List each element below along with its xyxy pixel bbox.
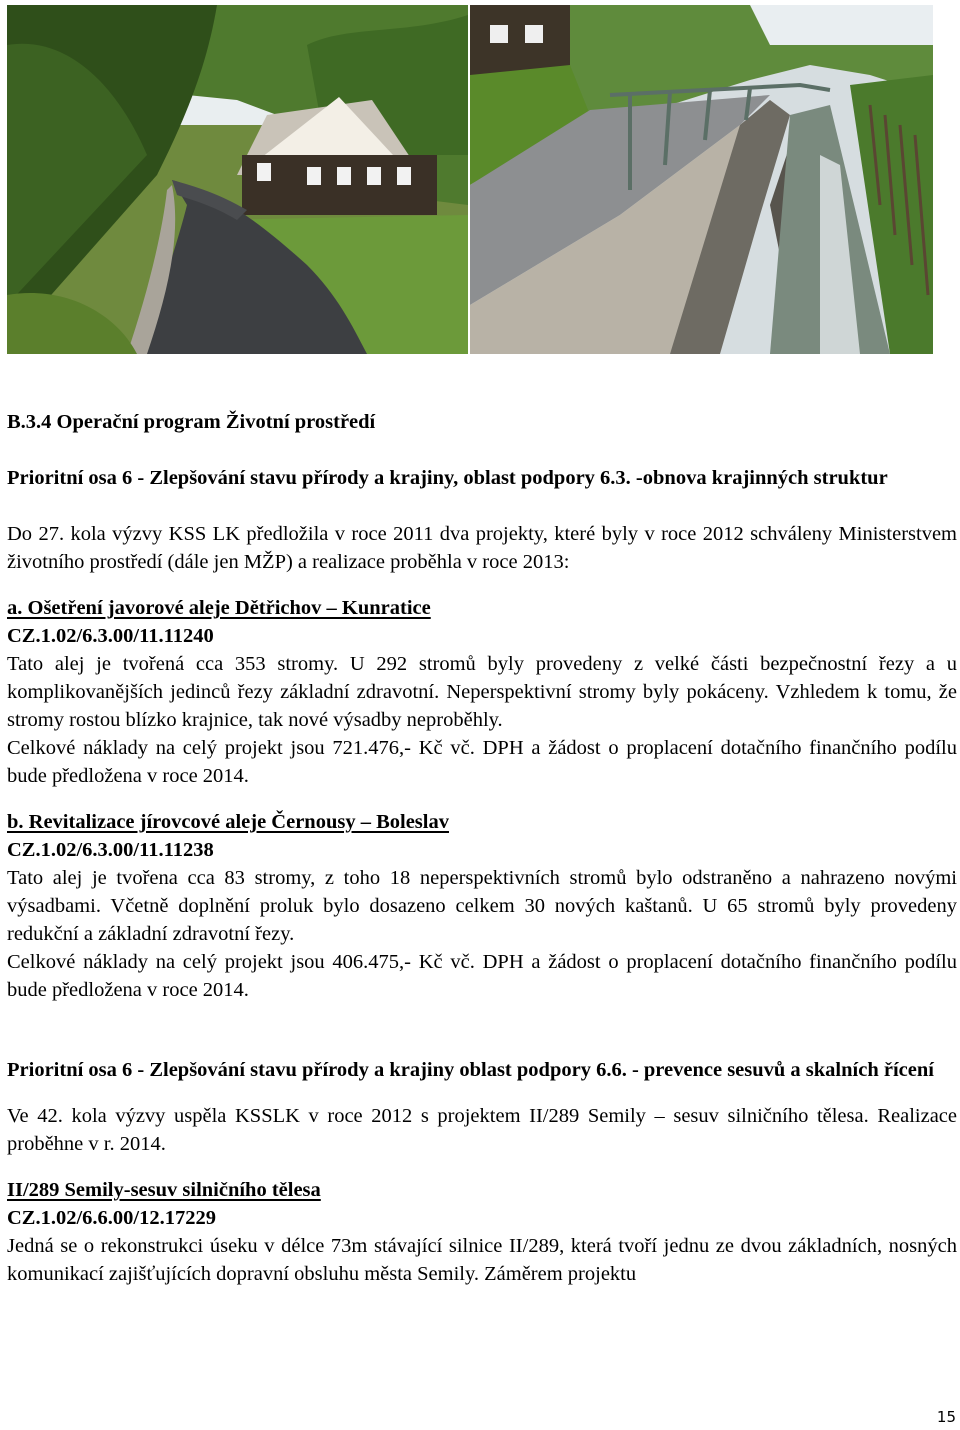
project-c-description: Jedná se o rekonstrukci úseku v délce 73m stávající silnice II/289, která tvoří jednu ze dvou základních, nosných komunikací zajišťujících dopravní obsluhu města Semily. Záměrem projektu	[7, 1235, 957, 1285]
intro-paragraph: Do 27. kola výzvy KSS LK předložila v roce 2011 dva projekty, které byly v roce 2012 schváleny Ministerstvem životního prostředí (dále jen MŽP) a realizace proběhla v roce 2013:	[7, 523, 957, 573]
photo-road-house-illustration	[7, 5, 468, 354]
photo-street-railing-illustration	[470, 5, 933, 354]
project-a-costs: Celkové náklady na celý projekt jsou 721.476,- Kč vč. DPH a žádost o proplacení dotačního finančního podílu bude předložena v roce 2014.	[7, 737, 957, 787]
project-a-description: Tato alej je tvořená cca 353 stromy. U 292 stromů byly provedeny z velké části bezpečnostní řezy a u komplikovanějších jedinců řezy základní zdravotní. Neperspektivní stromy byly pokáceny. Vzhledem k tomu, že stromy rostou blízko krajnice, tak nové výsadby neproběhly.	[7, 653, 957, 731]
section-heading: B.3.4 Operační program Životní prostředí	[7, 411, 376, 433]
project-c-code: CZ.1.02/6.6.00/12.17229	[7, 1207, 216, 1229]
priority-axis-2-title: Prioritní osa 6 - Zlepšování stavu přírody a krajiny oblast podpory 6.6. - prevence sesuvů a skalních řícení	[7, 1059, 934, 1081]
page-number: 15	[936, 1408, 956, 1426]
project-a-title: a. Ošetření javorové aleje Dětřichov – Kunratice	[7, 597, 431, 619]
project-b-title: b. Revitalizace jírovcové aleje Černousy – Boleslav	[7, 811, 449, 833]
project-b-code: CZ.1.02/6.3.00/11.11238	[7, 839, 214, 861]
photo-street-railing	[470, 5, 933, 354]
project-a-code: CZ.1.02/6.3.00/11.11240	[7, 625, 214, 647]
priority-axis-1-title: Prioritní osa 6 - Zlepšování stavu přírody a krajiny, oblast podpory 6.3. -obnova krajinných struktur	[7, 467, 888, 489]
document-body	[7, 408, 957, 1288]
photo-road-house	[7, 5, 468, 354]
project-b-description: Tato alej je tvořena cca 83 stromy, z toho 18 neperspektivních stromů bylo odstraněno a nahrazeno novými výsadbami. Včetně doplnění proluk bylo dosazeno celkem 30 nových kaštanů. U 65 stromů byly provedeny redukční a základní zdravotní řezy.	[7, 867, 957, 945]
project-c-title: II/289 Semily-sesuv silničního tělesa	[7, 1179, 321, 1201]
axis-2-intro: Ve 42. kola výzvy uspěla KSSLK v roce 2012 s projektem II/289 Semily – sesuv silničního tělesa. Realizace proběhne v r. 2014.	[7, 1105, 957, 1155]
project-b-costs: Celkové náklady na celý projekt jsou 406.475,- Kč vč. DPH a žádost o proplacení dotačního finančního podílu bude předložena v roce 2014.	[7, 951, 957, 1001]
